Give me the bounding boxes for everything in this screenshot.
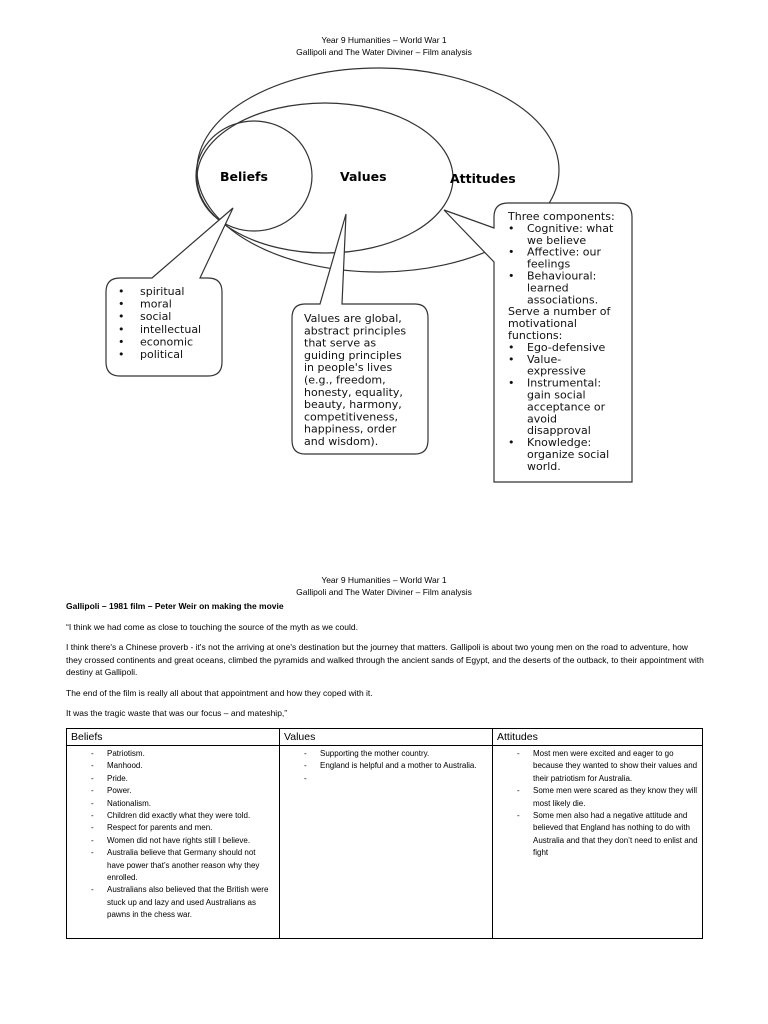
beliefs-values-attitudes-diagram — [0, 0, 768, 500]
values-text-line: beauty, harmony, — [304, 398, 402, 412]
beliefs-cell — [67, 746, 280, 939]
values-text-line: and wisdom). — [304, 435, 379, 448]
beliefs-item: economic — [140, 335, 194, 349]
attitudes-text-line: Serve a number of — [508, 305, 611, 319]
attitudes-text-line: we believe — [527, 233, 587, 247]
diagram-label-values: Values — [340, 169, 387, 184]
values-text-line: that serve as — [304, 336, 377, 350]
values-bullet-list — [284, 748, 488, 785]
column-header-values: Values — [280, 729, 493, 746]
article-title: Gallipoli – 1981 film – Peter Weir on making the movie — [66, 601, 284, 611]
values-text-line: abstract principles — [304, 324, 407, 338]
attitudes-text-line: functions: — [508, 329, 563, 342]
header-line-2: Gallipoli and The Water Diviner – Film analysis — [296, 587, 472, 597]
table-list-item: - Children did exactly what they were told. — [71, 810, 275, 822]
table-list-item: - Power. — [71, 785, 275, 797]
attitudes-text-line: Ego-defensive — [527, 340, 606, 354]
attitudes-text-line: avoid — [527, 412, 558, 426]
table-list-item: - Patriotism. — [71, 748, 275, 760]
attitudes-text-line: world. — [527, 459, 561, 473]
table-list-item: - England is helpful and a mother to Australia. — [284, 760, 488, 772]
attitudes-text-line: Behavioural: — [527, 269, 597, 283]
bullet-icon: • — [508, 352, 515, 366]
values-text-line: in people's lives — [304, 361, 393, 375]
bullet-icon: • — [118, 322, 125, 336]
attitudes-cell — [493, 746, 703, 939]
table-list-item: - Pride. — [71, 773, 275, 785]
table-list-item: - Nationalism. — [71, 798, 275, 810]
analysis-table — [66, 728, 703, 939]
table-list-item: - Respect for parents and men. — [71, 822, 275, 834]
attitudes-text-line: acceptance or — [527, 400, 606, 414]
beliefs-item: spiritual — [140, 285, 185, 298]
attitudes-text-line: Knowledge: — [527, 436, 592, 450]
attitudes-text-line: learned — [527, 281, 569, 295]
quote-paragraph-4: It was the tragic waste that was our focus – and mateship,” — [66, 708, 288, 718]
quote-paragraph-2: I think there's a Chinese proverb - it's not the arriving at one's destination but the journey that matters. Gallipoli is about two young men on the road to adventure, how they crossed continents and great oceans, climbed the pyramids and walked through the ancient sands of Egypt, and the deserts of the outback, to their appointment with destiny at Gallipoli. — [66, 642, 704, 677]
table-list-item: - Australians also believed that the British were stuck up and lazy and used Australians as pawns in the chess war. — [71, 884, 275, 921]
bullet-icon: • — [118, 310, 125, 324]
values-text-line: happiness, order — [304, 422, 397, 436]
values-text-line: guiding principles — [304, 348, 402, 362]
table-list-item: - Most men were excited and eager to go because they wanted to show their values and their patriotism for Australia. — [497, 748, 698, 785]
quote-paragraph-3: The end of the film is really all about that appointment and how they coped with it. — [66, 687, 373, 698]
bullet-icon: • — [118, 297, 125, 311]
diagram-label-beliefs: Beliefs — [220, 169, 268, 184]
beliefs-bullet-list — [71, 748, 275, 922]
values-text-line: competitiveness, — [304, 410, 398, 424]
attitudes-text-line: Instrumental: — [527, 376, 602, 390]
attitudes-text-line: Value- — [527, 352, 562, 366]
attitudes-bullet-list — [497, 748, 698, 860]
attitudes-text-line: organize social — [527, 448, 610, 461]
bullet-icon: • — [508, 245, 515, 259]
table-list-item: - Women did not have rights still I believe. — [71, 835, 275, 847]
bullet-icon: • — [508, 376, 515, 390]
header-line-1: Year 9 Humanities – World War 1 — [321, 35, 447, 45]
attitudes-text-line: feelings — [527, 257, 571, 271]
table-list-item: - Some men were scared as they know they will most likely die. — [497, 785, 698, 810]
bullet-icon: • — [118, 285, 125, 298]
beliefs-item: moral — [140, 297, 172, 311]
table-list-item — [284, 773, 488, 785]
diagram-label-attitudes: Attitudes — [450, 171, 516, 186]
attitudes-text-line: Three components: — [508, 210, 615, 223]
header-line-2: Gallipoli and The Water Diviner – Film analysis — [296, 47, 472, 57]
values-text-line: Values are global, — [304, 312, 402, 325]
values-text-line: (e.g., freedom, — [304, 373, 386, 387]
attitudes-text-line: associations. — [527, 293, 599, 307]
beliefs-item: intellectual — [140, 322, 202, 336]
bullet-icon: • — [508, 436, 515, 450]
table-list-item: - Supporting the mother country. — [284, 748, 488, 760]
column-header-attitudes: Attitudes — [493, 729, 703, 746]
table-list-item: - Manhood. — [71, 760, 275, 772]
attitudes-text-line: Affective: our — [527, 245, 601, 259]
table-list-item: - Some men also had a negative attitude and believed that England has nothing to do with Australia and that they don’t need to enlist and fight — [497, 810, 698, 860]
quote-paragraph-1: “I think we had come as close to touching the source of the myth as we could. — [66, 621, 358, 632]
attitudes-text-line: motivational — [508, 317, 577, 331]
attitudes-text-line: expressive — [527, 364, 586, 378]
column-header-beliefs: Beliefs — [67, 729, 280, 746]
attitudes-text-line: Cognitive: what — [527, 221, 614, 235]
beliefs-item: political — [140, 348, 184, 361]
table-list-item: - Australia believe that Germany should not have power that’s another reason why they enrolled. — [71, 847, 275, 884]
values-cell — [280, 746, 493, 939]
bullet-icon: • — [508, 221, 515, 235]
article — [66, 600, 706, 720]
bullet-icon: • — [508, 269, 515, 283]
header-line-1: Year 9 Humanities – World War 1 — [321, 575, 447, 585]
values-text-line: honesty, equality, — [304, 385, 403, 399]
attitudes-text-line: disapproval — [527, 424, 591, 438]
page2-header — [0, 574, 768, 598]
attitudes-text-line: gain social — [527, 388, 586, 402]
bullet-icon: • — [508, 340, 515, 354]
beliefs-item: social — [140, 310, 172, 324]
bullet-icon: • — [118, 335, 125, 349]
bullet-icon: • — [118, 348, 125, 361]
